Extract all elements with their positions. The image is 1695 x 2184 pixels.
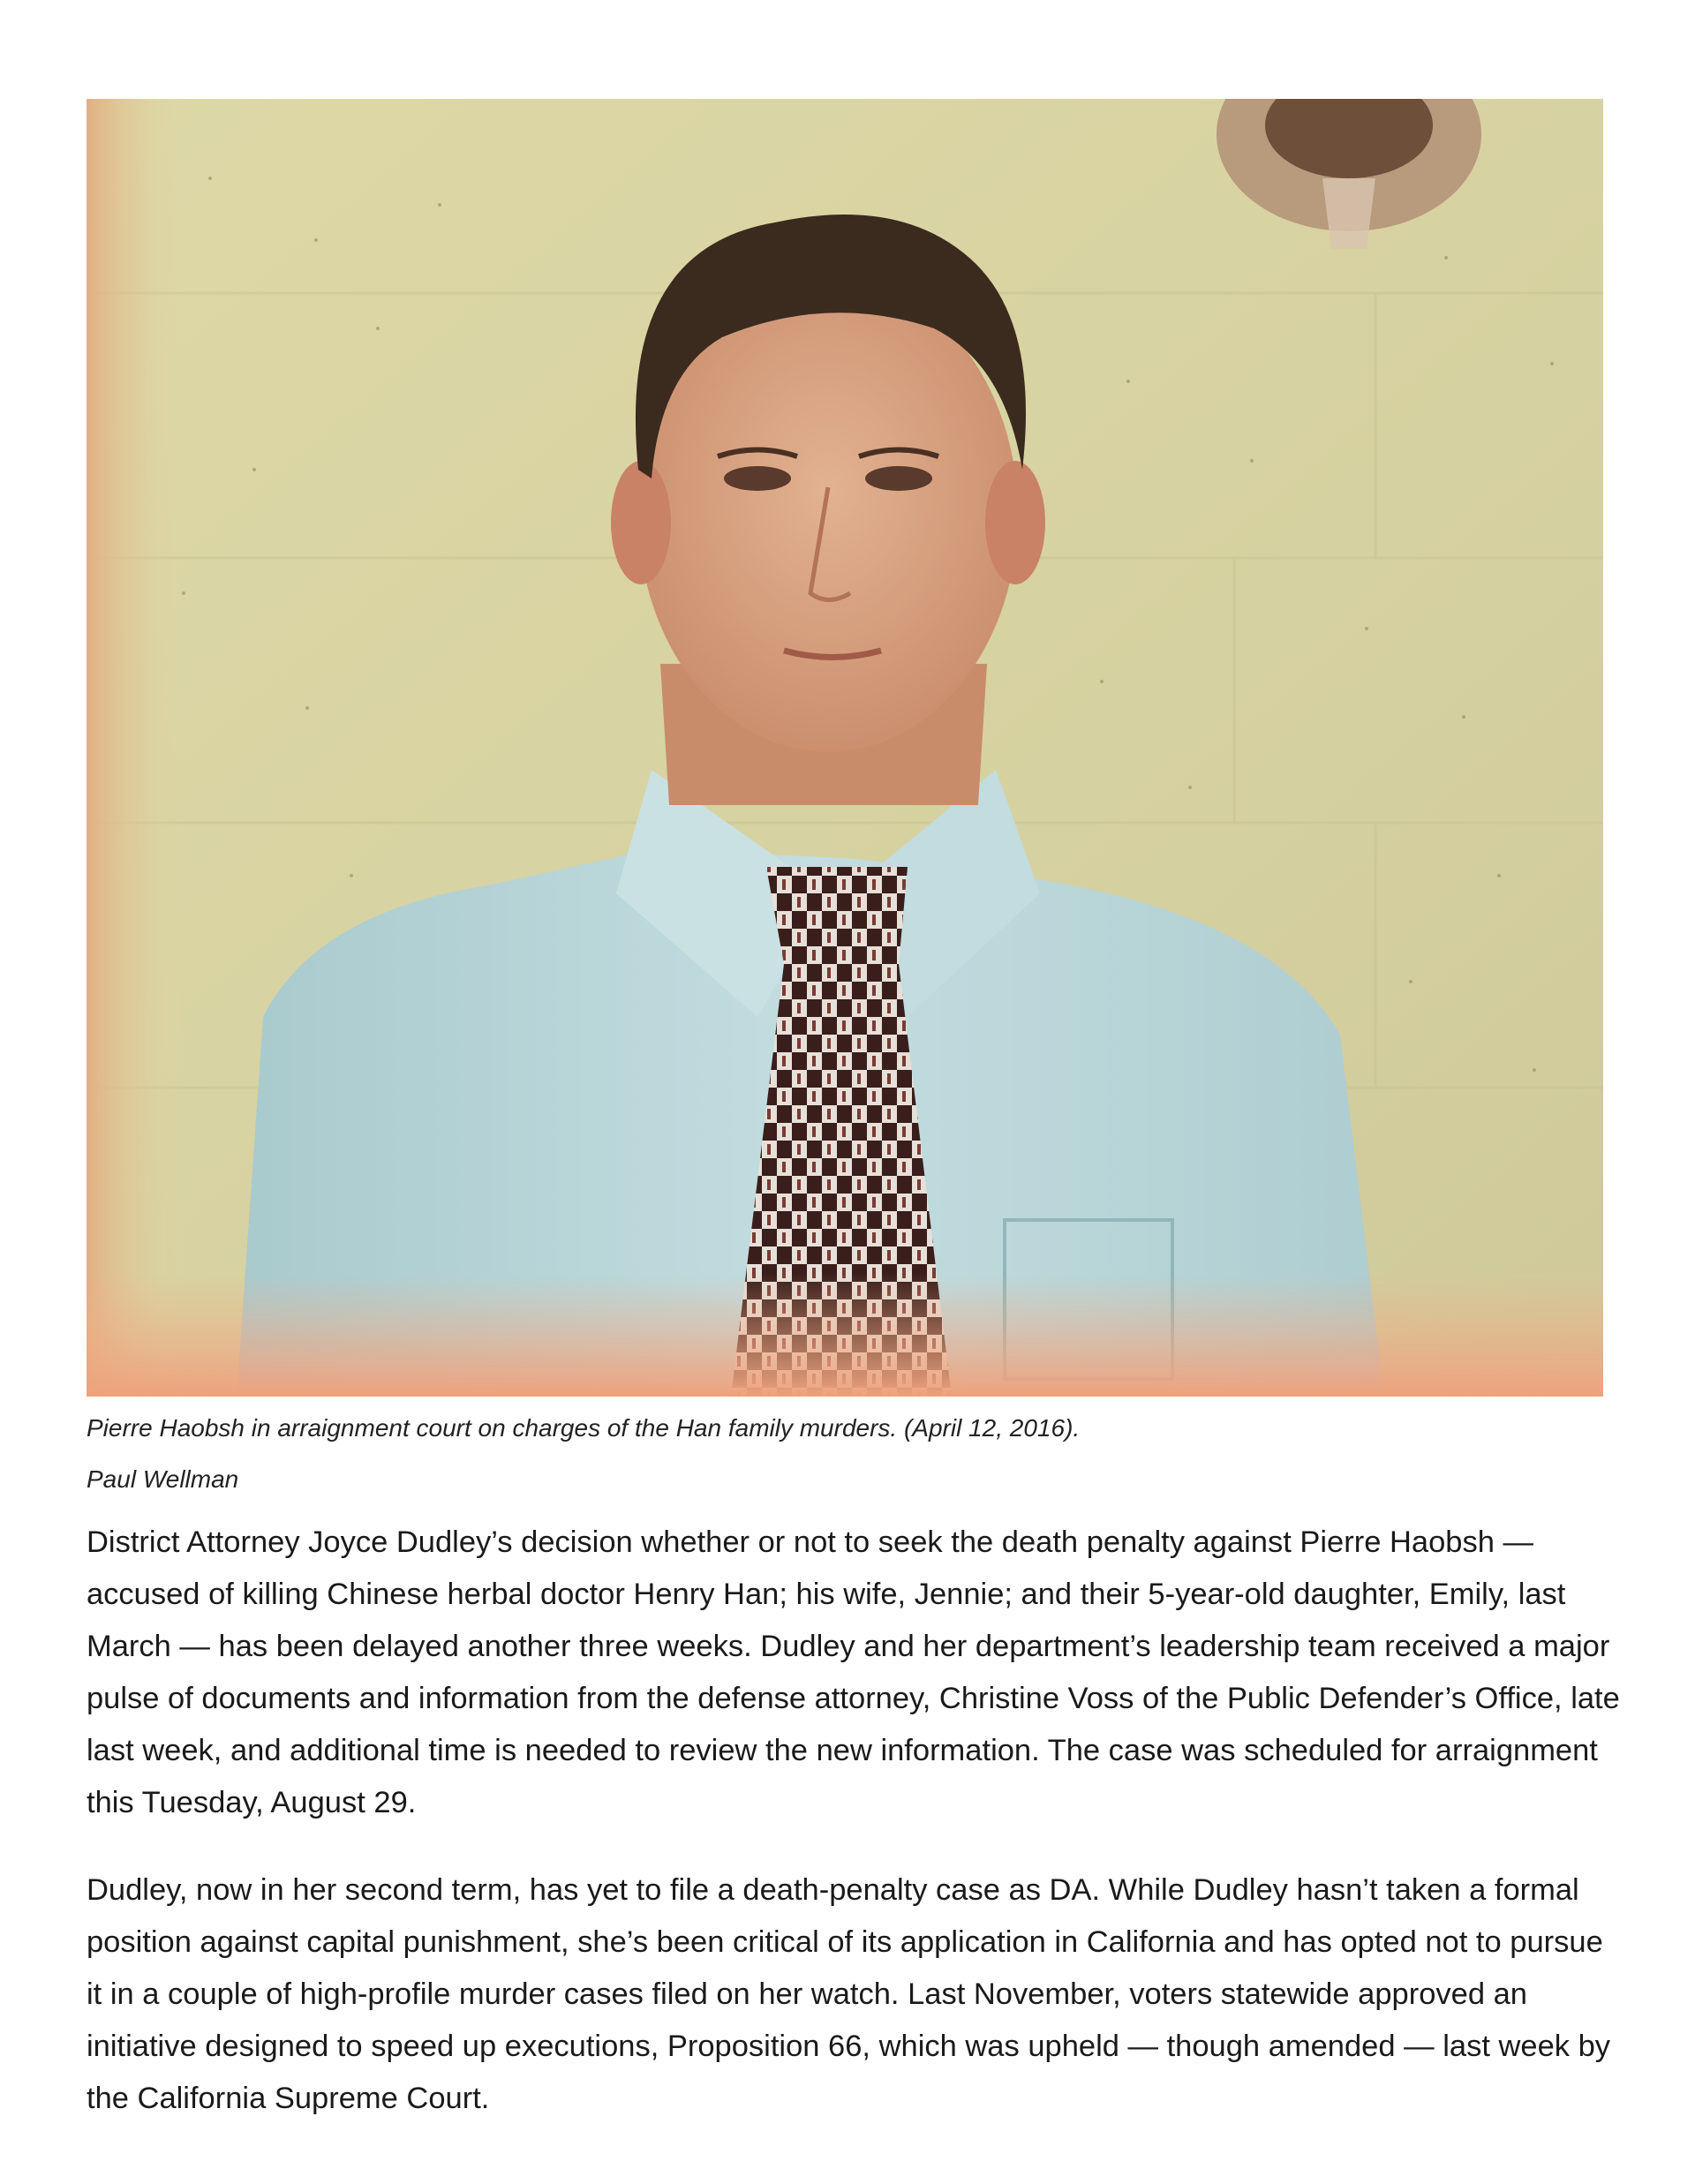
news-photo — [87, 99, 1603, 1397]
courtroom-photo-icon — [87, 99, 1603, 1397]
photo-caption: Pierre Haobsh in arraignment court on charges of the Han family murders. (April 12, 2016). — [87, 1414, 1081, 1442]
photo-credit: Paul Wellman — [87, 1465, 239, 1493]
article-paragraph: Dudley, now in her second term, has yet to file a death-penalty case as DA. While Dudley hasn’t taken a formal position against capital punishment, she’s been critical of its application in California and has opted not to pursue it in a couple of high-profile murder cases filed on her watch. Last November, voters statewide approved an initiative designed to speed up executions, Proposition 66, which was upheld — though amended — last week by the California Supreme Court. — [87, 1873, 1611, 2115]
article-body — [87, 1517, 1623, 2160]
article-paragraph: District Attorney Joyce Dudley’s decision whether or not to seek the death penalty against Pierre Haobsh — accused of killing Chinese herbal doctor Henry Han; his wife, Jennie; and their 5-year-old daughter, Emily, last March — has been delayed another three weeks. Dudley and her department’s leadership team received a major pulse of documents and information from the defense attorney, Christine Voss of the Public Defender’s Office, late last week, and additional time is needed to review the new information. The case was scheduled for arraignment this Tuesday, August 29. — [87, 1525, 1620, 1819]
